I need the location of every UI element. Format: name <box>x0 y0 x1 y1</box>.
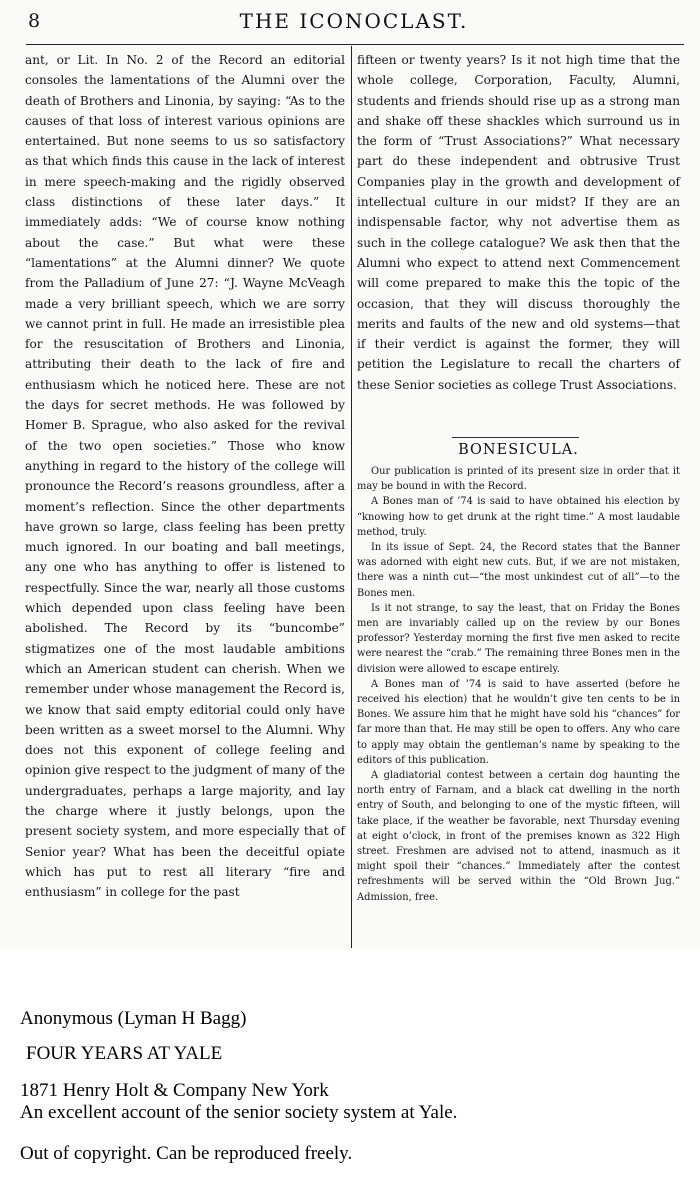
caption-description: An excellent account of the senior society system at Yale. <box>20 1102 458 1123</box>
bonesicula-item: In its issue of Sept. 24, the Record states that the Banner was adorned with eight new cuts. But, if we are not mistaken, there was a ninth cut—“the most unkindest cut of all”—to the Bones men. <box>357 542 680 599</box>
page-number: 8 <box>28 10 41 32</box>
running-head: THE ICONOCLAST. <box>239 9 469 33</box>
bonesicula-item: A Bones man of ’74 is said to have asserted (before he received his election) that he wouldn’t give ten cents to be in Bones. We assure him that he might have sold his “chances” for far more than that. He may still be open to offers. Any who care to apply may obtain the gentleman’s name by speaking to the editors of this publication. <box>357 678 680 766</box>
bonesicula-item: Our publication is printed of its present size in order that it may be bound in with the Record. <box>357 466 680 493</box>
page-header <box>24 8 684 34</box>
caption-publisher: 1871 Henry Holt & Company New York <box>20 1080 329 1101</box>
section-rule <box>452 437 579 438</box>
left-column <box>25 50 345 902</box>
header-rule <box>26 44 684 45</box>
caption-author: Anonymous (Lyman H Bagg) <box>20 1008 247 1029</box>
right-column <box>357 50 680 395</box>
section-title: BONESICULA. <box>458 442 579 458</box>
right-column-text: fifteen or twenty years? Is it not high time that the whole college, Corporation, Faculty, Alumni, students and friends should rise up as a strong man and shake off these shackles which surround us in the form of “Trust Associations?” What necessary part do these independent and obtrusive Trust Companies play in the growth and development of intellectual culture in our midst? If they are an indispensable factor, why not advertise them as such in the college catalogue? We ask then that the Alumni who expect to attend next Commencement will come prepared to make this the topic of the occasion, that they will discuss thoroughly the merits and faults of the new and old systems—that if their verdict is against the former, they will petition the Legislature to recall the charters of these Senior societies as college Trust Associations. <box>357 53 680 392</box>
left-column-text: ant, or Lit. In No. 2 of the Record an editorial consoles the lamentations of the Alumni over the death of Brothers and Linonia, by saying: “As to the causes of that loss of interest various opinions are entertained. But none seems to us so satisfactory as that which finds this cause in the lack of interest in mere speech-making and the rigidly observed class distinctions of these later days.” It immediately adds: “We of course know nothing about the case.” But what were these “lamentations” at the Alumni dinner? We quote from the Palladium of June 27: “J. Wayne McVeagh made a very brilliant speech, which we are sorry we cannot print in full. He made an irresistible plea for the resuscitation of Brothers and Linonia, attributing their death to the lack of fire and enthusiasm which he noticed here. These are not the days for secret methods. He was followed by Homer B. Sprague, who also asked for the revival of the two open societies.” Those who know anything in regard to the history of the college will pronounce the Record’s reasons groundless, after a moment’s reflection. Since the other departments have grown so large, class feeling has been pretty much ignored. In our boating and ball meetings, any one who has anything to offer is listened to respectfully. Since the war, nearly all those customs which depended upon class feeling have been abolished. The Record by its “buncombe” stigmatizes one of the most laudable ambitions which an American student can cherish. When we remember under whose management the Record is, we know that said empty editorial could only have been written as a sweet morsel to the Alumni. Why does not this exponent of college feeling and opinion give respect to the judgment of many of the undergraduates, perhaps a large majority, and lay the charge where it justly belongs, upon the present society system, and more especially that of Senior year? What has been the deceitful opiate which has put to rest all literary “fire and enthusiasm” in college for the past <box>25 53 345 900</box>
bonesicula-item: A gladiatorial contest between a certain dog haunting the north entry of Farnam, and a black cat dwelling in the north entry of South, and belonging to one of the mystic fifteen, will take place, if the weather be favorable, next Thursday evening at eight o’clock, in front of the premises known as 322 High street. Freshmen are advised not to attend, inasmuch as it might spoil their “chances.” Immediately after the contest refreshments will be served within the “Old Brown Jug.” Admission, free. <box>357 770 680 903</box>
bonesicula-item: A Bones man of ’74 is said to have obtained his election by “knowing how to get drunk at the right time.” A most laudable method, truly. <box>357 496 680 538</box>
bonesicula-items <box>357 464 680 905</box>
caption-copyright: Out of copyright. Can be reproduced freely. <box>20 1143 353 1164</box>
column-divider <box>351 46 352 948</box>
caption-book-title: FOUR YEARS AT YALE <box>26 1043 223 1064</box>
bonesicula-item: Is it not strange, to say the least, that on Friday the Bones men are invariably called up on the review by our Bones professor? Yesterday morning the first five men asked to recite were nearest the “crab.” The remaining three Bones men in the division were allowed to escape entirely. <box>357 602 680 675</box>
